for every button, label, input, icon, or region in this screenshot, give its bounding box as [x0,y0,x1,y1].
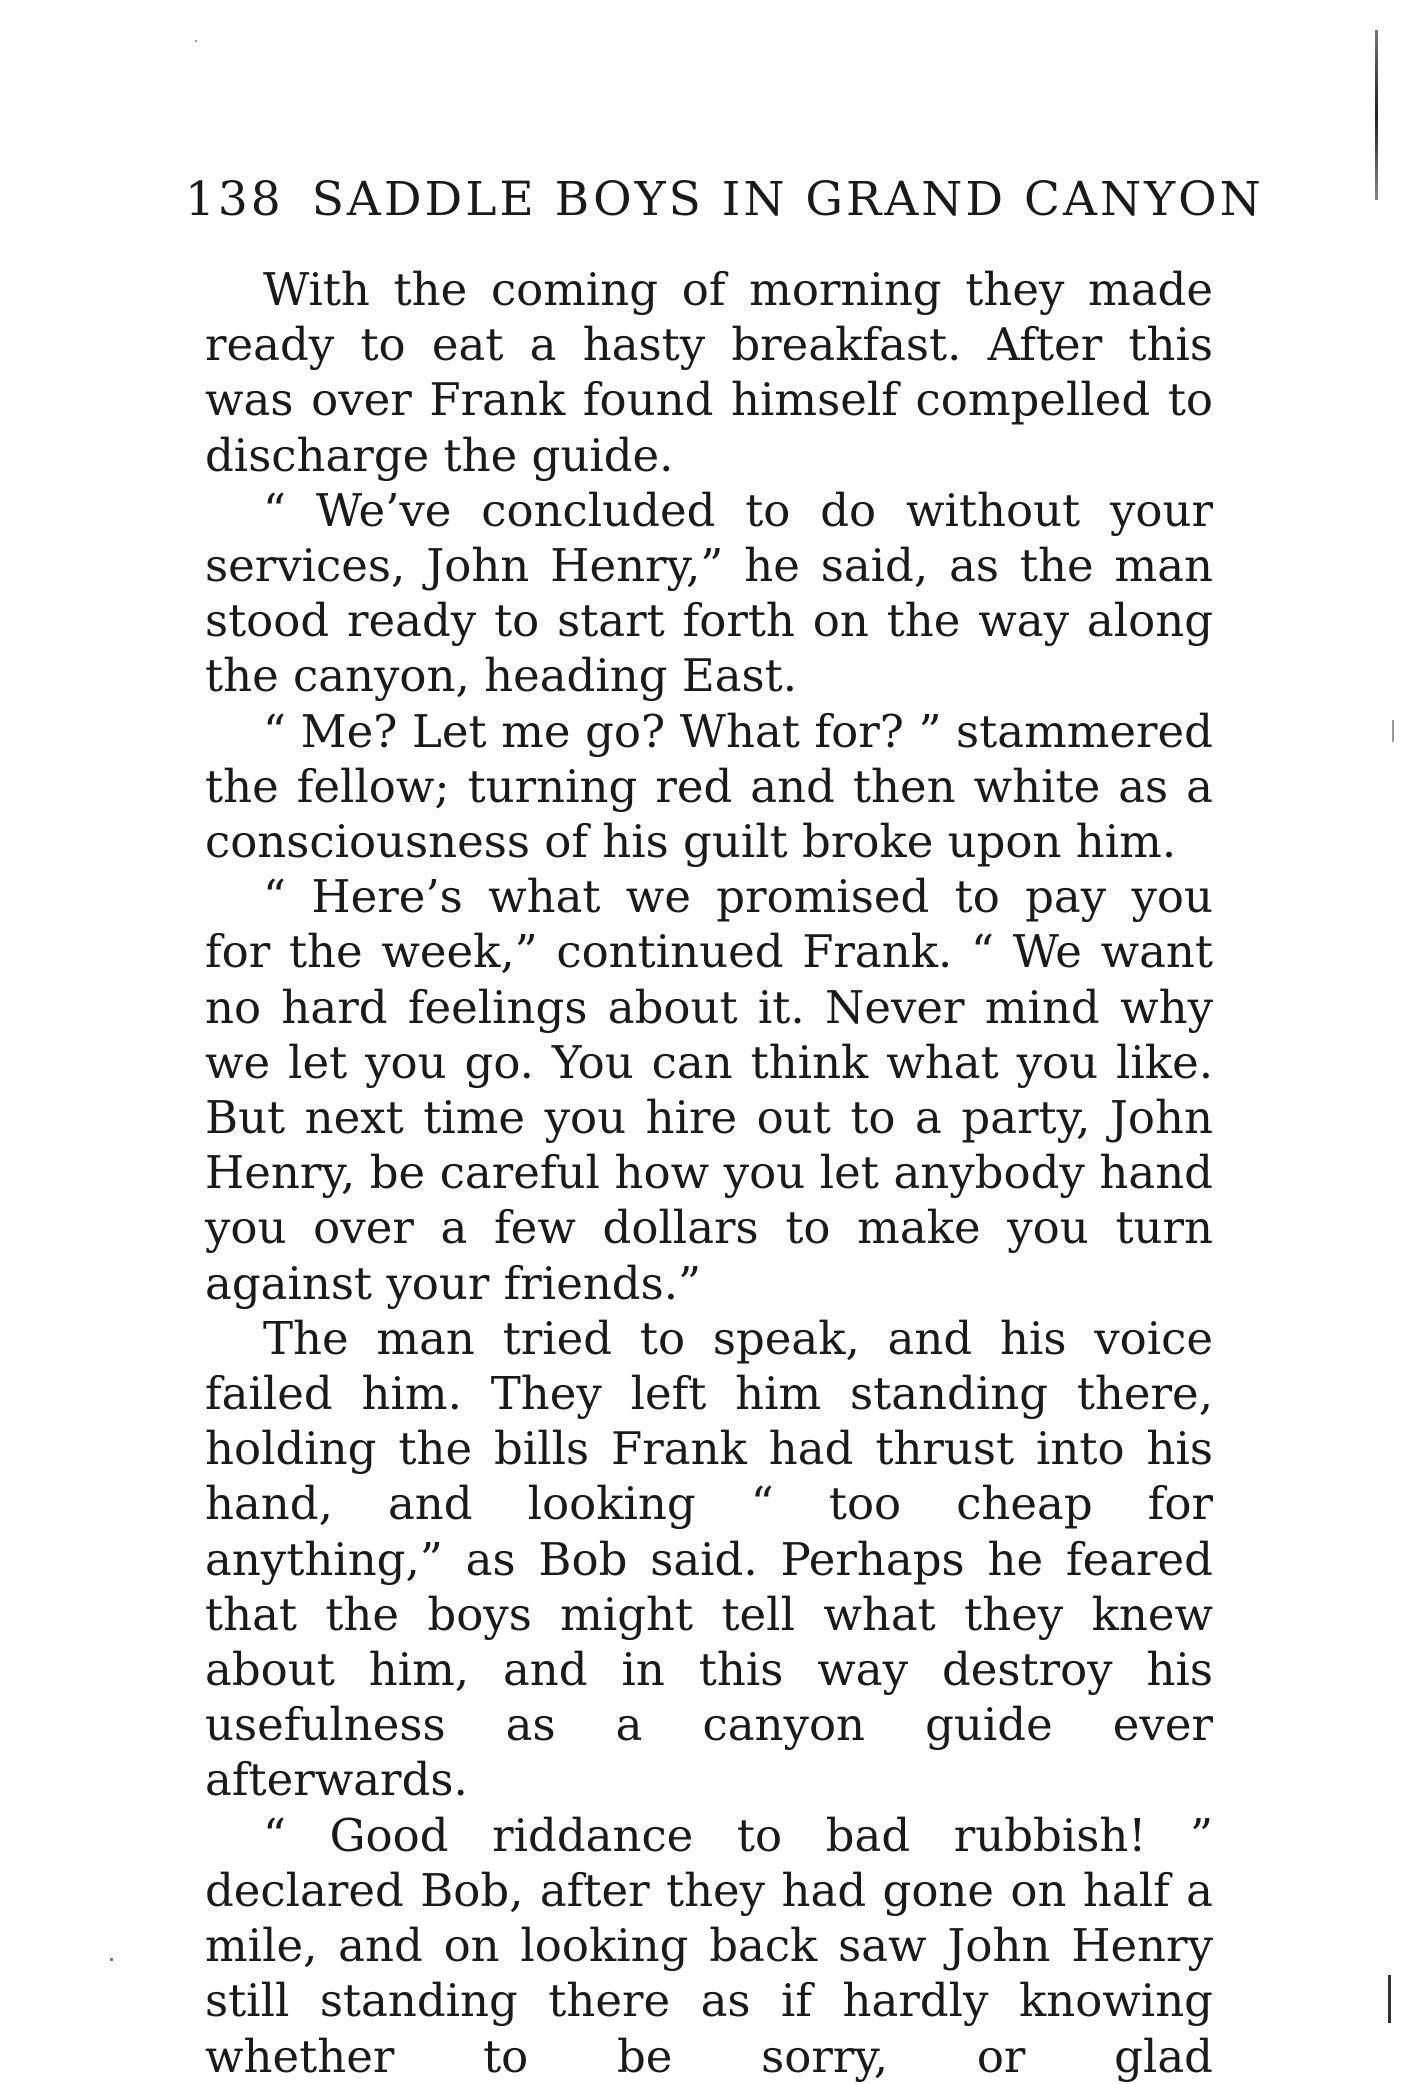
paragraph-let-me-go: “ Me? Let me go? What for? ” stammered the fellow; turning red and then white as a consciousness of his guilt broke upon him. [205,704,1213,869]
paragraph-services: “ We’ve concluded to do without your services, John Henry,” he said, as the man stood ready to start forth on the way along the canyon, heading East. [205,483,1213,703]
paragraph-good-riddance: “ Good riddance to bad rubbish! ” declared Bob, after they had gone on half a mile, and on looking back saw John Henry still standing there as if hardly knowing whether to be sorry, or glad [205,1808,1213,2083]
paragraph-breakfast: With the coming of morning they made ready to eat a hasty breakfast. After this was over Frank found himself compelled to discharge the guide. [205,263,1213,482]
paragraph-man-tried: The man tried to speak, and his voice failed him. They left him standing there, holding the bills Frank had thrust into his hand, and looking “ too cheap for anything,” as Bob said. Perhaps he feared that the boys might tell what they knew about him, and in this way destroy his usefulness as a canyon guide ever afterwards. [205,1311,1213,1807]
running-head-title: SADDLE BOYS IN GRAND CANYON [311,172,1264,227]
scan-edge-mark [1375,30,1378,200]
scan-edge-mark [1392,720,1394,742]
body-text [205,262,1213,2084]
scan-speck [110,1958,113,1961]
page-number: 138 [185,172,284,227]
scan-speck [195,40,197,42]
paragraph-payment: “ Here’s what we promised to pay you for the week,” continued Frank. “ We want no hard feelings about it. Never mind why we let you go. You can think what you like. But next time you hire out to a party, John Henry, be careful how you let anybody hand you over a few dollars to make you turn against your friends.” [205,870,1213,1310]
running-head [185,170,1264,230]
scan-edge-mark [1388,1975,1391,2023]
